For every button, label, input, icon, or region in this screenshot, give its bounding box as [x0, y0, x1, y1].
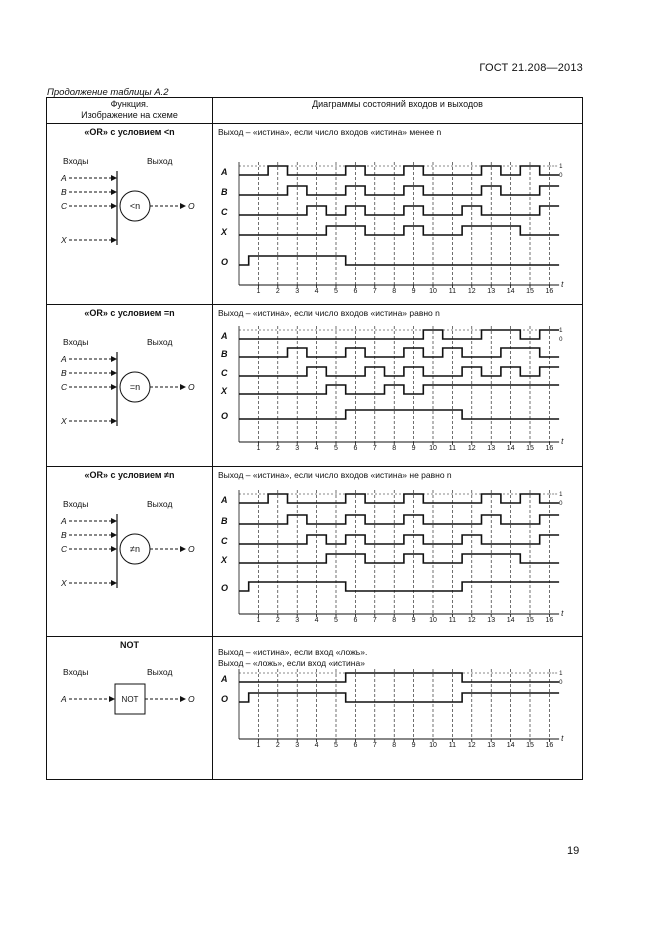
time-tick-label: 2: [275, 742, 280, 749]
output-label: Выход: [147, 667, 173, 677]
input-label-a: A: [61, 354, 67, 364]
function-title: «OR» с условием <n: [84, 127, 175, 137]
time-tick-label: 7: [372, 742, 377, 749]
time-tick-label: 6: [353, 445, 358, 452]
arrow-icon: [180, 203, 186, 209]
function-title: «OR» с условием =n: [84, 308, 175, 318]
level-one-label: 1: [559, 671, 563, 677]
arrow-icon: [111, 203, 117, 209]
arrow-icon: [111, 189, 117, 195]
time-tick-label: 3: [295, 445, 300, 452]
arrow-icon: [109, 696, 115, 702]
signal-waveform-c: [239, 535, 559, 544]
level-zero-label: 0: [559, 501, 563, 507]
time-tick-label: 12: [467, 617, 476, 624]
time-tick-label: 5: [334, 288, 338, 293]
signal-label-a: A: [221, 167, 228, 177]
function-cell: [47, 467, 213, 637]
signal-waveform-b: [239, 348, 559, 357]
time-tick-label: 15: [526, 288, 534, 293]
input-label-x: X: [61, 416, 67, 426]
time-tick-label: 4: [314, 445, 319, 452]
output-label-o: O: [188, 201, 195, 211]
function-title: «OR» с условием ≠n: [84, 470, 175, 480]
timing-diagram: [213, 481, 583, 636]
function-description-line1: Выход – «истина», если вход «ложь».: [218, 647, 368, 657]
time-tick-label: 8: [392, 742, 397, 749]
time-tick-label: 13: [487, 288, 496, 293]
input-label-a: A: [61, 516, 67, 526]
input-label-c: C: [61, 544, 68, 554]
time-tick-label: 14: [506, 445, 515, 452]
output-label-o: O: [188, 694, 195, 704]
time-tick-label: 3: [295, 742, 300, 749]
time-tick-label: 4: [314, 288, 319, 293]
inputs-label: Входы: [63, 667, 89, 677]
signal-waveform-b: [239, 515, 559, 524]
time-tick-label: 2: [275, 288, 280, 293]
time-tick-label: 5: [334, 742, 338, 749]
gate-schematic: [47, 318, 213, 438]
time-axis-label: t: [561, 280, 564, 289]
inputs-label: Входы: [63, 337, 89, 347]
time-tick-label: 13: [487, 742, 496, 749]
signal-label-o: O: [221, 411, 229, 421]
time-tick-label: 1: [256, 288, 261, 293]
time-tick-label: 9: [411, 742, 416, 749]
diagram-cell: [213, 124, 583, 305]
diagram-cell: [213, 305, 583, 467]
arrow-icon: [111, 356, 117, 362]
time-tick-label: 6: [353, 288, 358, 293]
signal-waveform-x: [239, 554, 559, 563]
input-label-x: X: [61, 235, 67, 245]
time-tick-label: 1: [256, 617, 261, 624]
time-tick-label: 12: [467, 445, 476, 452]
signal-waveform-a: [239, 673, 559, 682]
signal-waveform-c: [239, 367, 559, 376]
arrow-icon: [180, 546, 186, 552]
arrow-icon: [111, 580, 117, 586]
time-tick-label: 1: [256, 445, 261, 452]
col1-header: [47, 98, 213, 124]
input-label-x: X: [61, 578, 67, 588]
arrow-icon: [111, 532, 117, 538]
output-label: Выход: [147, 337, 173, 347]
input-label-c: C: [61, 201, 68, 211]
gate-schematic: [47, 650, 213, 760]
gate-schematic: [47, 480, 213, 600]
document-id: ГОСТ 21.208—2013: [479, 62, 583, 74]
time-tick-label: 16: [545, 617, 554, 624]
signal-label-o: O: [221, 583, 229, 593]
signal-waveform-o: [239, 582, 559, 591]
time-tick-label: 3: [295, 288, 300, 293]
signal-waveform-b: [239, 186, 559, 195]
time-tick-label: 14: [506, 617, 515, 624]
inputs-label: Входы: [63, 499, 89, 509]
function-description-line2: Выход – «ложь», если вход «истина»: [218, 658, 365, 668]
time-tick-label: 2: [275, 445, 280, 452]
time-tick-label: 8: [392, 288, 397, 293]
time-tick-label: 13: [487, 617, 496, 624]
arrow-icon: [111, 175, 117, 181]
time-tick-label: 4: [314, 742, 319, 749]
time-tick-label: 14: [506, 288, 515, 293]
function-cell: [47, 305, 213, 467]
time-tick-label: 12: [467, 742, 476, 749]
signal-waveform-x: [239, 226, 559, 235]
function-description: Выход – «истина», если число входов «истина» менее n: [218, 127, 442, 137]
table-row: [47, 305, 583, 467]
signal-label-x: X: [221, 386, 228, 396]
level-zero-label: 0: [559, 173, 563, 179]
time-tick-label: 1: [256, 742, 261, 749]
arrow-icon: [111, 384, 117, 390]
time-tick-label: 12: [467, 288, 476, 293]
output-label-o: O: [188, 382, 195, 392]
signal-label-a: A: [221, 331, 228, 341]
time-tick-label: 11: [448, 742, 457, 749]
signal-label-x: X: [221, 555, 228, 565]
arrow-icon: [180, 384, 186, 390]
logic-functions-table: [46, 97, 583, 780]
signal-waveform-a: [239, 494, 559, 503]
level-zero-label: 0: [559, 680, 563, 686]
signal-label-x: X: [221, 227, 228, 237]
time-tick-label: 7: [372, 445, 377, 452]
signal-label-o: O: [221, 694, 229, 704]
input-label-c: C: [61, 382, 68, 392]
arrow-icon: [111, 546, 117, 552]
time-axis-label: t: [561, 437, 564, 446]
time-tick-label: 16: [545, 742, 554, 749]
timing-diagram: [213, 319, 583, 465]
table-row: [47, 467, 583, 637]
signal-label-c: C: [221, 368, 228, 378]
time-tick-label: 10: [429, 617, 437, 624]
time-tick-label: 6: [353, 617, 358, 624]
time-tick-label: 5: [334, 445, 338, 452]
time-tick-label: 4: [314, 617, 319, 624]
time-tick-label: 13: [487, 445, 496, 452]
time-tick-label: 11: [448, 288, 457, 293]
time-tick-label: 15: [526, 445, 534, 452]
signal-label-a: A: [221, 674, 228, 684]
function-description: Выход – «истина», если число входов «истина» равно n: [218, 308, 440, 318]
time-tick-label: 9: [411, 617, 416, 624]
time-tick-label: 3: [295, 617, 300, 624]
time-tick-label: 16: [545, 445, 554, 452]
input-label-b: B: [61, 368, 67, 378]
input-label-b: B: [61, 187, 67, 197]
output-label-o: O: [188, 544, 195, 554]
time-tick-label: 10: [429, 742, 437, 749]
time-axis-label: t: [561, 734, 564, 743]
input-label-a: A: [61, 694, 67, 704]
time-tick-label: 2: [275, 617, 280, 624]
time-tick-label: 10: [429, 288, 437, 293]
time-tick-label: 7: [372, 617, 377, 624]
col2-header: Диаграммы состояний входов и выходов: [213, 98, 583, 124]
level-one-label: 1: [559, 492, 563, 498]
time-tick-label: 7: [372, 288, 377, 293]
inputs-label: Входы: [63, 156, 89, 166]
timing-diagram: [213, 669, 583, 779]
time-tick-label: 6: [353, 742, 358, 749]
gate-symbol: <n: [129, 201, 141, 211]
diagram-cell: [213, 637, 583, 780]
time-tick-label: 15: [526, 742, 534, 749]
col1-header-line1: Функция.: [110, 99, 149, 109]
time-tick-label: 11: [448, 617, 457, 624]
signal-label-b: B: [221, 349, 228, 359]
signal-label-c: C: [221, 207, 228, 217]
time-tick-label: 10: [429, 445, 437, 452]
page-number: 19: [567, 845, 580, 857]
arrow-icon: [111, 518, 117, 524]
function-cell: [47, 124, 213, 305]
time-tick-label: 9: [411, 445, 416, 452]
signal-waveform-o: [239, 693, 559, 702]
table-row: [47, 124, 583, 305]
function-title: NOT: [120, 640, 139, 650]
signal-waveform-x: [239, 385, 559, 394]
time-tick-label: 5: [334, 617, 338, 624]
signal-waveform-a: [239, 330, 559, 339]
table-row: [47, 637, 583, 780]
signal-waveform-o: [239, 256, 559, 265]
time-tick-label: 8: [392, 445, 397, 452]
input-label-b: B: [61, 530, 67, 540]
output-label: Выход: [147, 499, 173, 509]
time-tick-label: 11: [448, 445, 457, 452]
signal-waveform-c: [239, 206, 559, 215]
gate-schematic: [47, 137, 213, 267]
signal-label-o: O: [221, 257, 229, 267]
time-tick-label: 15: [526, 617, 534, 624]
output-label: Выход: [147, 156, 173, 166]
input-label-a: A: [61, 173, 67, 183]
signal-label-b: B: [221, 516, 228, 526]
col1-header-line2: Изображение на схеме: [81, 110, 178, 120]
time-axis-label: t: [561, 609, 564, 618]
time-tick-label: 16: [545, 288, 554, 293]
time-tick-label: 14: [506, 742, 515, 749]
arrow-icon: [111, 418, 117, 424]
timing-diagram: [213, 138, 583, 293]
function-cell: [47, 637, 213, 780]
function-description: Выход – «истина», если число входов «истина» не равно n: [218, 470, 452, 480]
time-tick-label: 9: [411, 288, 416, 293]
table-header-row: [47, 98, 583, 124]
signal-label-a: A: [221, 495, 228, 505]
signal-waveform-a: [239, 166, 559, 175]
time-tick-label: 8: [392, 617, 397, 624]
diagram-cell: [213, 467, 583, 637]
table-continuation-caption: Продолжение таблицы А.2: [47, 87, 169, 98]
signal-waveform-o: [239, 410, 559, 419]
arrow-icon: [180, 696, 186, 702]
gate-symbol: ≠n: [130, 544, 140, 554]
level-one-label: 1: [559, 328, 563, 334]
gate-symbol: =n: [129, 382, 141, 392]
arrow-icon: [111, 370, 117, 376]
arrow-icon: [111, 237, 117, 243]
signal-label-c: C: [221, 536, 228, 546]
level-zero-label: 0: [559, 337, 563, 343]
signal-label-b: B: [221, 187, 228, 197]
gate-symbol: NOT: [121, 695, 139, 704]
level-one-label: 1: [559, 164, 563, 170]
